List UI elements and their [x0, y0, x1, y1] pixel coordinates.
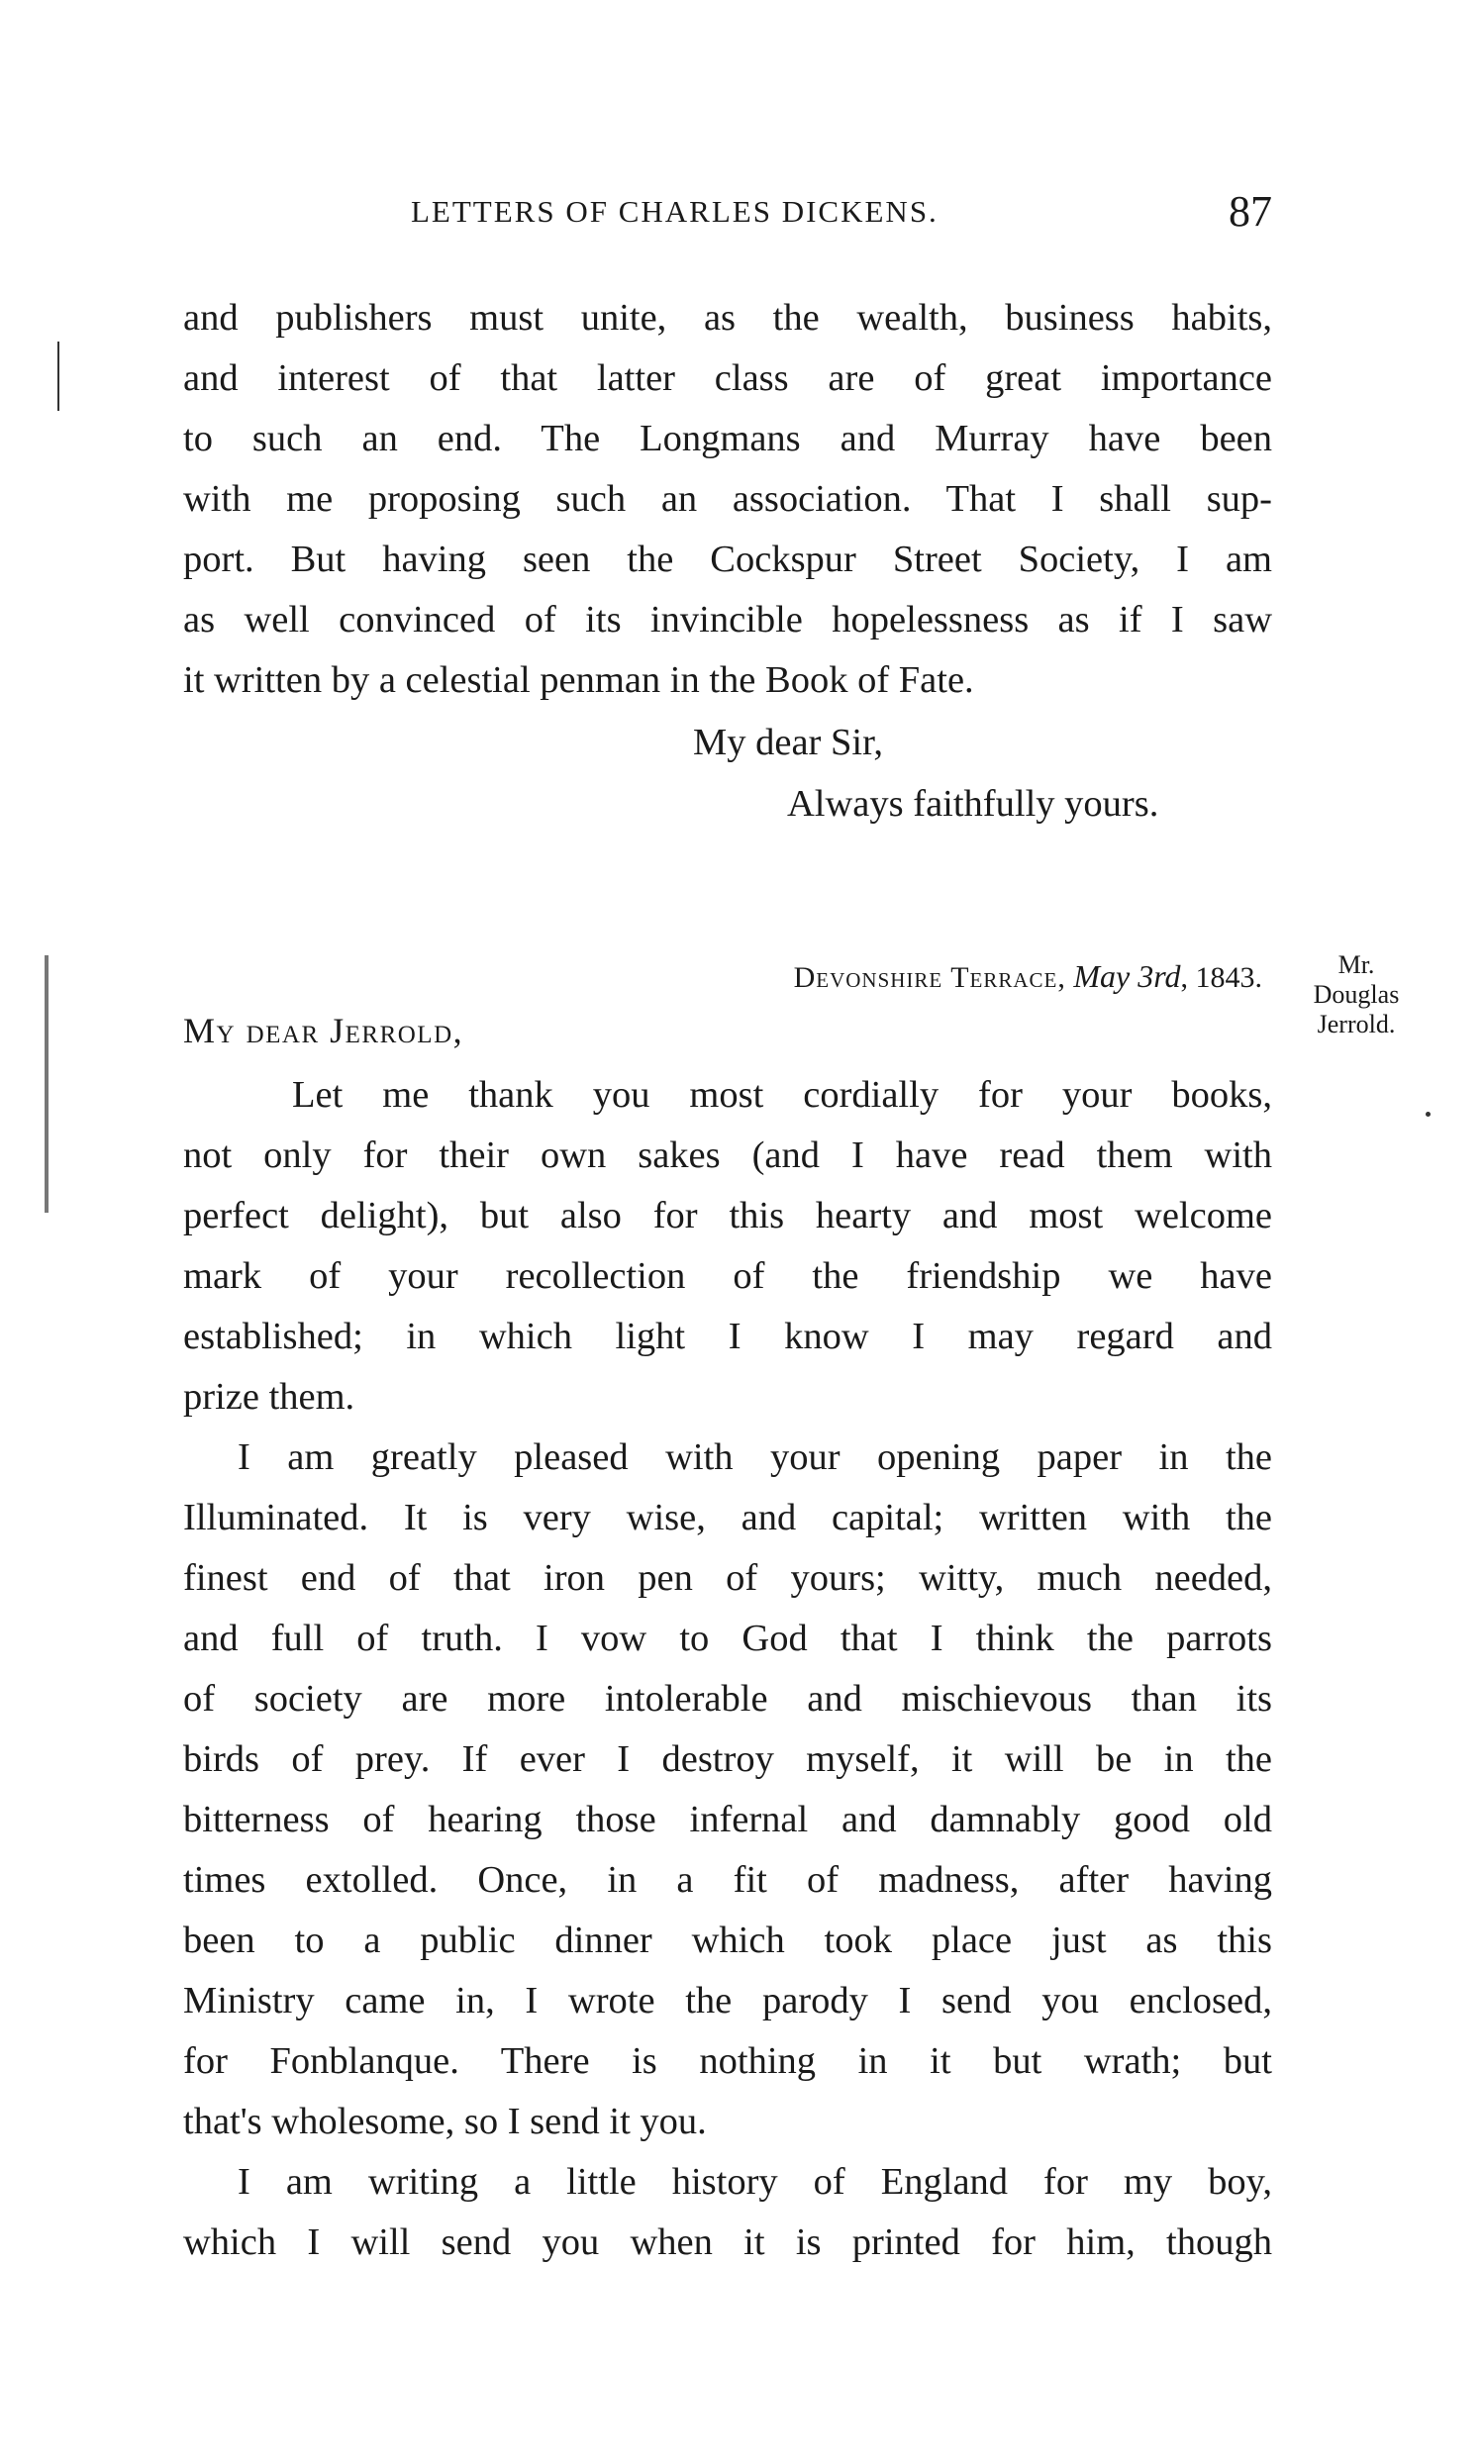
text-line: prize them.: [183, 1376, 355, 1418]
text-line: that's wholesome, so I send it you.: [183, 2101, 707, 2142]
signoff-line: Always faithfully yours.: [787, 783, 1159, 825]
text-line: mark of your recollection of the friendship we have: [183, 1255, 1272, 1297]
text-line: I am writing a little history of England for my boy,: [238, 2161, 1272, 2203]
scan-mark: [57, 342, 59, 411]
text-line: bitterness of hearing those infernal and damnably good old: [183, 1799, 1272, 1840]
text-line: established; in which light I know I may regard and: [183, 1316, 1272, 1357]
text-line: port. But having seen the Cockspur Street Society, I am: [183, 539, 1272, 580]
text-line: which I will send you when it is printed for him, though: [183, 2221, 1272, 2263]
text-line: and interest of that latter class are of great importance: [183, 357, 1272, 399]
text-line: birds of prey. If ever I destroy myself, it will be in the: [183, 1738, 1272, 1780]
text-line: not only for their own sakes (and I have read them with: [183, 1134, 1272, 1176]
text-line: been to a public dinner which took place just as this: [183, 1920, 1272, 1961]
sidenote-line: Jerrold.: [1317, 1010, 1396, 1038]
dateline-date: May 3rd: [1073, 958, 1181, 994]
text-line: it written by a celestial penman in the Book of Fate.: [183, 659, 974, 701]
text-line: and publishers must unite, as the wealth, business habits,: [183, 297, 1272, 339]
closing-line: My dear Sir,: [693, 722, 883, 763]
running-title: LETTERS OF CHARLES DICKENS.: [411, 194, 939, 229]
sidenote-line: Douglas: [1313, 980, 1400, 1009]
text-line: to such an end. The Longmans and Murray have been: [183, 418, 1272, 459]
page-number: 87: [1229, 187, 1272, 236]
scan-mark: [45, 955, 49, 1213]
text-line: of society are more intolerable and mischievous than its: [183, 1678, 1272, 1720]
text-line: finest end of that iron pen of yours; witty, much needed,: [183, 1557, 1272, 1599]
text-line: for Fonblanque. There is nothing in it but wrath; but: [183, 2040, 1272, 2082]
text-line: times extolled. Once, in a fit of madness, after having: [183, 1859, 1272, 1901]
text-line: as well convinced of its invincible hopelessness as if I saw: [183, 599, 1272, 641]
dateline-year: , 1843.: [1180, 961, 1262, 994]
recipient-sidenote: [1287, 950, 1426, 1039]
scan-mark: [1426, 1112, 1431, 1117]
text-line: Let me thank you most cordially for your books,: [292, 1074, 1272, 1116]
salutation: My dear Jerrold,: [183, 1011, 464, 1050]
running-head: [183, 186, 1272, 246]
dateline-place: Devonshire Terrace,: [793, 961, 1066, 994]
text-line: Ministry came in, I wrote the parody I send you enclosed,: [183, 1980, 1272, 2021]
text-line: with me proposing such an association. That I shall sup-: [183, 478, 1272, 520]
text-line: I am greatly pleased with your opening paper in the: [238, 1436, 1272, 1478]
text-line: Illuminated. It is very wise, and capital; written with the: [183, 1497, 1272, 1538]
text-line: and full of truth. I vow to God that I think the parrots: [183, 1618, 1272, 1659]
text-line: perfect delight), but also for this hearty and most welcome: [183, 1195, 1272, 1236]
sidenote-line: Mr.: [1337, 950, 1375, 979]
dateline: [678, 958, 1262, 995]
